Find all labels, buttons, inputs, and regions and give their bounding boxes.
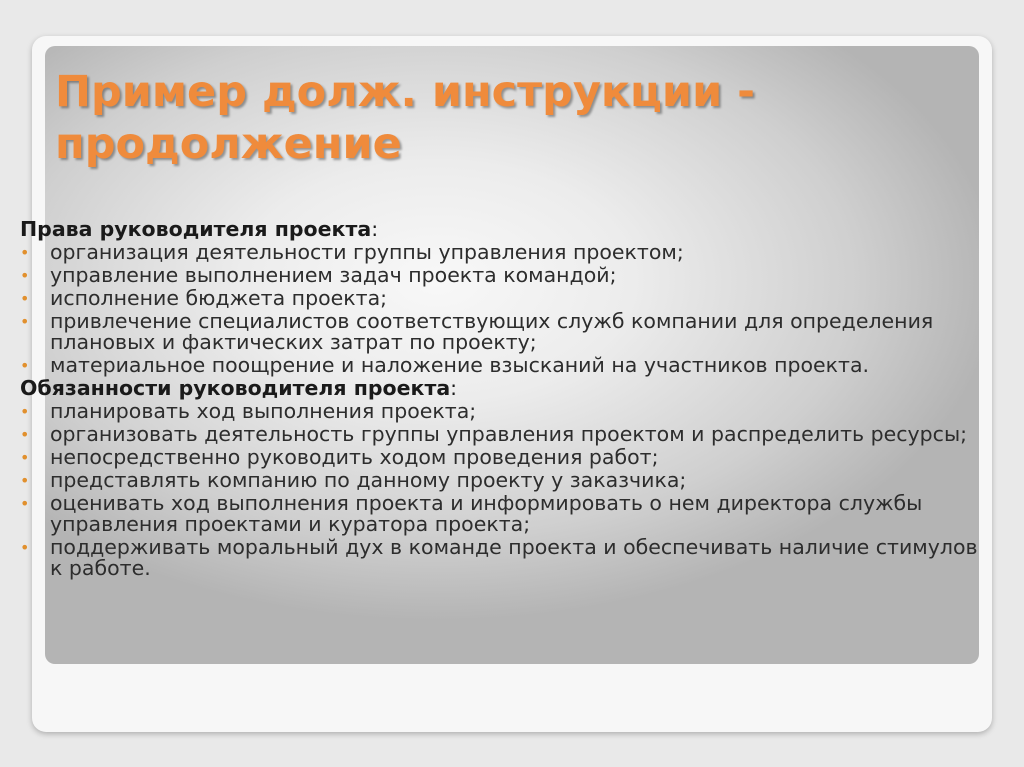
list-item-text: исполнение бюджета проекта; bbox=[50, 286, 388, 310]
bullet-icon: • bbox=[20, 402, 30, 421]
rights-list bbox=[20, 242, 980, 376]
bullet-icon: • bbox=[20, 448, 30, 467]
bullet-icon: • bbox=[20, 471, 30, 490]
section-heading-duties: Обязанности руководителя проекта: bbox=[20, 376, 458, 400]
list-item bbox=[20, 493, 980, 535]
bullet-icon: • bbox=[20, 538, 30, 557]
bullet-icon: • bbox=[20, 266, 30, 285]
list-item bbox=[20, 401, 980, 422]
list-item-text: оценивать ход выполнения проекта и информировать о нем директора службы управления проектами и куратора проекта; bbox=[50, 491, 923, 536]
section-heading-text: Права руководителя проекта bbox=[20, 217, 372, 241]
slide-title bbox=[55, 66, 955, 170]
bullet-icon: • bbox=[20, 289, 30, 308]
section-heading-text: Обязанности руководителя проекта bbox=[20, 376, 451, 400]
list-item-text: организация деятельности группы управления проектом; bbox=[50, 240, 684, 264]
list-item-text: планировать ход выполнения проекта; bbox=[50, 399, 477, 423]
list-item bbox=[20, 470, 980, 491]
list-item-text: организовать деятельность группы управления проектом и распределить ресурсы; bbox=[50, 422, 968, 446]
list-item bbox=[20, 447, 980, 468]
title-line-1: Пример долж. инструкции - bbox=[55, 67, 756, 117]
bullet-icon: • bbox=[20, 243, 30, 262]
bullet-icon: • bbox=[20, 425, 30, 444]
slide-content bbox=[20, 219, 980, 581]
list-item-text: представлять компанию по данному проекту у заказчика; bbox=[50, 468, 687, 492]
list-item bbox=[20, 311, 980, 353]
list-item-text: управление выполнением задач проекта командой; bbox=[50, 263, 617, 287]
list-item-text: материальное поощрение и наложение взысканий на участников проекта. bbox=[50, 353, 870, 377]
list-item-text: привлечение специалистов соответствующих служб компании для определения плановых и фактических затрат по проекту; bbox=[50, 309, 934, 354]
bullet-icon: • bbox=[20, 494, 30, 513]
list-item-text: поддерживать моральный дух в команде проекта и обеспечивать наличие стимулов к работе. bbox=[50, 535, 978, 580]
list-item-text: непосредственно руководить ходом проведения работ; bbox=[50, 445, 659, 469]
title-line-2: продолжение bbox=[55, 119, 402, 169]
list-item bbox=[20, 265, 980, 286]
duties-list bbox=[20, 401, 980, 579]
bullet-icon: • bbox=[20, 356, 30, 375]
bullet-icon: • bbox=[20, 312, 30, 331]
list-item bbox=[20, 424, 980, 445]
section-heading-rights: Права руководителя проекта: bbox=[20, 217, 379, 241]
list-item bbox=[20, 355, 980, 376]
list-item bbox=[20, 537, 980, 579]
list-item bbox=[20, 242, 980, 263]
list-item bbox=[20, 288, 980, 309]
